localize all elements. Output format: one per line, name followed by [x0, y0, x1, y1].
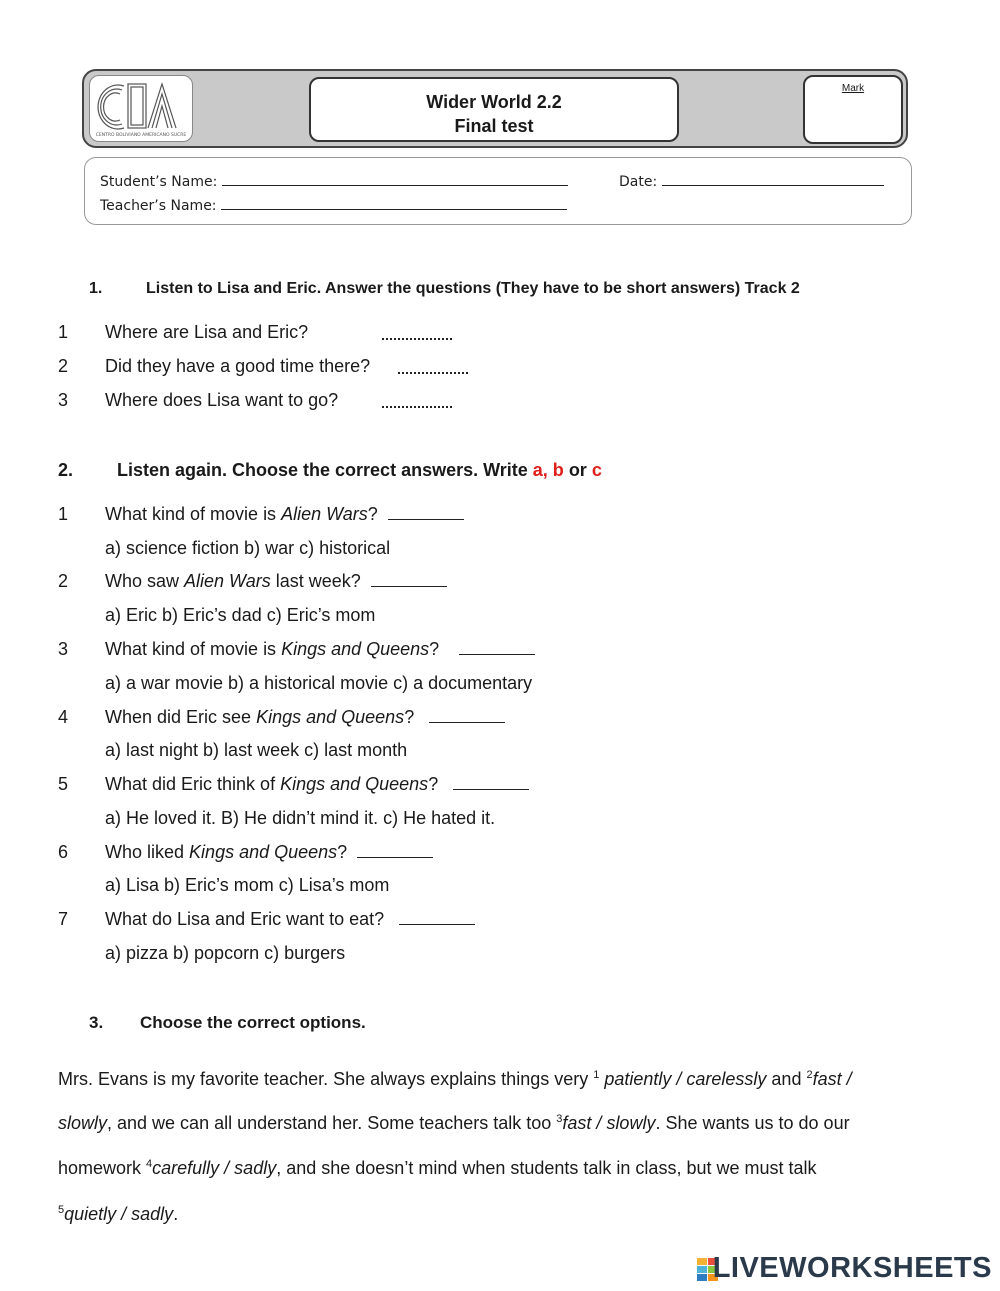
s2-q6-answer[interactable] — [357, 843, 433, 858]
s1-question-1 — [0, 322, 1000, 346]
s2-q5-answer[interactable] — [453, 775, 529, 790]
s2-q2-answer[interactable] — [371, 572, 447, 587]
s1-q1-text: Where are Lisa and Eric? — [105, 322, 309, 342]
section2-number: 2. — [58, 460, 74, 480]
teacher-name-field[interactable] — [221, 195, 567, 210]
s2-q6-text: Who liked Kings and Queens? — [105, 842, 433, 863]
s2-q7-options: a) pizza b) popcorn c) burgers — [105, 943, 346, 963]
section2-heading — [117, 460, 602, 481]
test-title-box — [309, 77, 679, 142]
student-name-field[interactable] — [222, 171, 568, 186]
s2-q4-number: 4 — [58, 707, 69, 727]
s2-q4-answer[interactable] — [429, 708, 505, 723]
s2-item-4 — [0, 707, 1000, 731]
student-name-row — [100, 171, 568, 190]
s1-q3-number: 3 — [58, 390, 69, 410]
s2-q1-answer[interactable] — [388, 505, 464, 520]
s3-option-5[interactable]: quietly / sadly — [64, 1204, 174, 1224]
s2-q6-number: 6 — [58, 842, 69, 862]
s3-option-2a[interactable]: fast / — [812, 1069, 852, 1089]
s1-q1-number: 1 — [58, 322, 69, 342]
s2-q3-options: a) a war movie b) a historical movie c) a documentary — [105, 673, 533, 693]
svg-text:CENTRO BOLIVIANO AMERICANO SUC: CENTRO BOLIVIANO AMERICANO SUCRE — [95, 133, 187, 138]
s1-q2-text: Did they have a good time there? — [105, 356, 371, 376]
date-field[interactable] — [662, 171, 884, 186]
s2-q5-text: What did Eric think of Kings and Queens? — [105, 774, 529, 795]
s2-q7-text: What do Lisa and Eric want to eat? — [105, 909, 475, 930]
s2-q6-options: a) Lisa b) Eric’s mom c) Lisa’s mom — [105, 875, 390, 895]
section1-heading: Listen to Lisa and Eric. Answer the questions (They have to be short answers) Track 2 — [146, 280, 800, 297]
s2-item-1 — [0, 504, 1000, 528]
s2-options-3 — [0, 673, 1000, 697]
s3-option-2b[interactable]: slowly — [58, 1113, 108, 1133]
s2-options-7 — [0, 943, 1000, 967]
s2-item-5 — [0, 774, 1000, 798]
s2-q5-number: 5 — [58, 774, 69, 794]
s2-q2-number: 2 — [58, 571, 69, 591]
s3-option-3[interactable]: fast / slowly — [562, 1113, 656, 1133]
s2-q3-answer[interactable] — [459, 640, 535, 655]
s3-paragraph-line-4: $^5$quietly / sadly. — [58, 1204, 179, 1224]
s1-q1-answer[interactable] — [382, 326, 452, 340]
test-subtitle: Final test — [454, 116, 534, 136]
s2-q3-number: 3 — [58, 639, 69, 659]
s2-q2-text: Who saw Alien Wars last week? — [105, 571, 447, 592]
student-info-box — [84, 157, 912, 225]
s1-question-2 — [0, 356, 1000, 380]
s2-item-7 — [0, 909, 1000, 933]
s2-q5-options: a) He loved it. B) He didn’t mind it. c) He hated it. — [105, 808, 496, 828]
s2-item-3 — [0, 639, 1000, 663]
s2-q1-text: What kind of movie is Alien Wars? — [105, 504, 464, 525]
s2-q7-number: 7 — [58, 909, 69, 929]
s2-item-2 — [0, 571, 1000, 595]
s2-q7-answer[interactable] — [399, 910, 475, 925]
school-logo — [89, 75, 193, 142]
teacher-name-row — [100, 195, 567, 214]
s2-item-6 — [0, 842, 1000, 866]
s2-q4-text: When did Eric see Kings and Queens? — [105, 707, 505, 728]
mark-box — [803, 75, 903, 144]
s2-q4-options: a) last night b) last week c) last month — [105, 740, 408, 760]
student-name-label: Student’s Name: — [100, 174, 218, 190]
teacher-name-label: Teacher’s Name: — [100, 198, 217, 214]
s2-options-4 — [0, 740, 1000, 764]
mark-label: Mark — [841, 83, 865, 94]
s1-q2-number: 2 — [58, 356, 69, 376]
s2-options-6 — [0, 875, 1000, 899]
section2-heading-c: c — [591, 460, 602, 480]
s3-option-4[interactable]: carefully / sadly — [152, 1158, 277, 1178]
section2-heading-text: Listen again. Choose the correct answers. Write — [117, 460, 533, 480]
s3-paragraph-line-2: slowly, and we can all understand her. Some teachers talk too $^3$fast / slowly. She wants us to do our — [58, 1113, 850, 1133]
s2-q3-text: What kind of movie is Kings and Queens? — [105, 639, 535, 660]
cba-logo-icon — [90, 76, 192, 141]
section2-heading-or: or — [563, 460, 592, 480]
section3-number: 3. — [89, 1013, 104, 1032]
section2-heading-ab: a, b — [532, 460, 564, 480]
liveworksheets-brand: LIVEWORKSHEETS — [712, 1252, 992, 1284]
s2-options-5 — [0, 808, 1000, 832]
section3-heading: Choose the correct options. — [140, 1013, 366, 1032]
s1-question-3 — [0, 390, 1000, 414]
s1-q2-answer[interactable] — [398, 360, 468, 374]
s2-q2-options: a) Eric b) Eric’s dad c) Eric’s mom — [105, 605, 376, 625]
s2-q1-options: a) science fiction b) war c) historical — [105, 538, 391, 558]
date-row — [619, 171, 884, 190]
s2-q1-number: 1 — [58, 504, 69, 524]
test-title: Wider World 2.2 — [426, 92, 562, 112]
section1-number: 1. — [89, 280, 103, 297]
date-label: Date: — [619, 174, 658, 190]
s3-paragraph-line-1: Mrs. Evans is my favorite teacher. She always explains things very $^1$ patiently / carelessly and $^2$fast / — [58, 1069, 852, 1089]
s2-options-2 — [0, 605, 1000, 629]
s3-paragraph-line-3: homework $^4$carefully / sadly, and she doesn’t mind when students talk in class, but we must talk — [58, 1158, 817, 1178]
s1-q3-text: Where does Lisa want to go? — [105, 390, 339, 410]
s1-q3-answer[interactable] — [382, 394, 452, 408]
s2-options-1 — [0, 538, 1000, 562]
s3-option-1[interactable]: patiently / carelessly — [599, 1069, 767, 1089]
